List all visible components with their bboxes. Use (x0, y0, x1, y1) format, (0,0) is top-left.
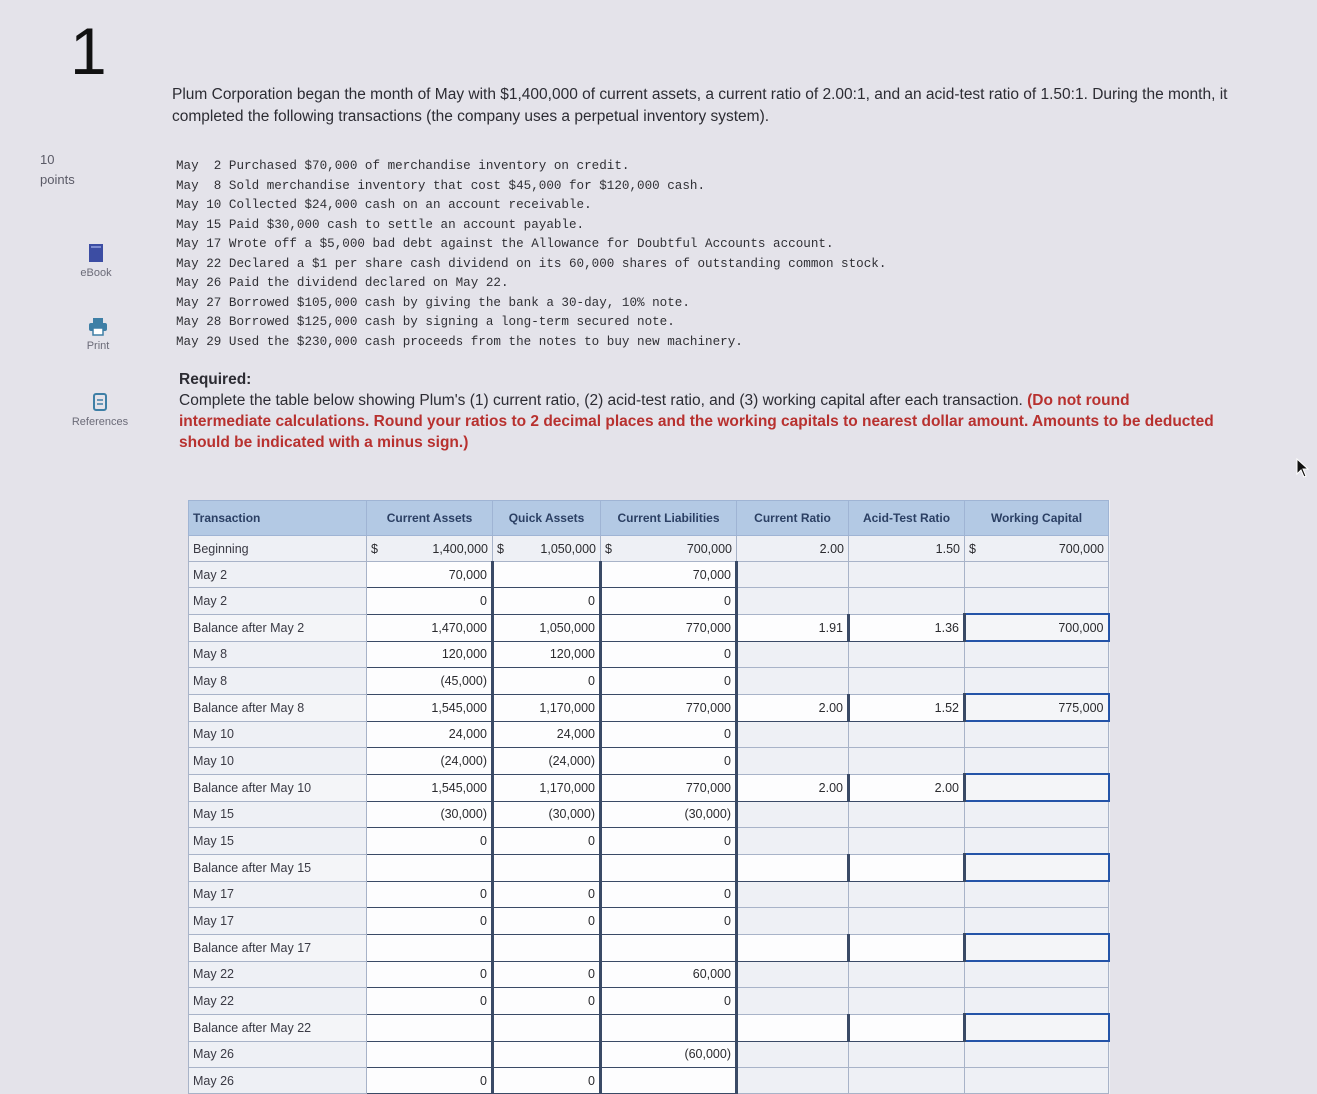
currency-symbol: $ (497, 541, 504, 556)
current-liabilities-input[interactable]: 70,000 (601, 562, 737, 588)
current-liabilities-input[interactable]: 770,000 (601, 774, 737, 801)
row-label: Balance after May 15 (189, 854, 367, 881)
table-row (189, 668, 1109, 695)
acid-test-ratio-input (849, 828, 965, 855)
current-ratio-input (737, 588, 849, 615)
working-capital-input[interactable] (965, 854, 1109, 881)
working-capital-input (965, 988, 1109, 1015)
current-ratio-input (737, 641, 849, 668)
current-ratio-input[interactable] (737, 854, 849, 881)
required-title: Required: (179, 371, 252, 388)
current-assets-input[interactable]: 0 (367, 881, 493, 908)
current-liabilities-input[interactable]: 0 (601, 908, 737, 935)
row-label: May 2 (189, 562, 367, 588)
quick-assets-input[interactable]: 0 (493, 988, 601, 1015)
row-label: May 2 (189, 588, 367, 615)
acid-test-ratio-input (849, 748, 965, 775)
current-ratio-input (737, 1041, 849, 1068)
quick-assets-input[interactable] (493, 1014, 601, 1041)
current-assets-input[interactable]: 1,545,000 (367, 774, 493, 801)
table-row (189, 934, 1109, 961)
acid-test-ratio-input (849, 908, 965, 935)
quick-assets-input[interactable]: 0 (493, 668, 601, 695)
current-assets-input[interactable]: 70,000 (367, 562, 493, 588)
currency-symbol: $ (605, 541, 612, 556)
current-ratio-input[interactable]: 1.91 (737, 614, 849, 641)
current-assets-input[interactable] (367, 1014, 493, 1041)
table-row (189, 988, 1109, 1015)
currency-symbol: $ (371, 541, 378, 556)
current-ratio-input (737, 828, 849, 855)
row-label: May 8 (189, 668, 367, 695)
current-assets-input[interactable] (367, 854, 493, 881)
transaction-item: May 26 Paid the dividend declared on May 22. (176, 276, 509, 291)
table-row (189, 536, 1109, 562)
working-capital-input (965, 961, 1109, 988)
current-assets-input[interactable]: 0 (367, 588, 493, 615)
current-ratio-input (737, 801, 849, 828)
print-button[interactable] (58, 318, 138, 352)
current-assets-input[interactable]: 120,000 (367, 641, 493, 668)
required-text: Complete the table below showing Plum's (1) current ratio, (2) acid-test ratio, and (3) working capital after each transaction. (179, 391, 1023, 409)
references-label: References (71, 416, 129, 428)
row-label: Balance after May 22 (189, 1014, 367, 1041)
header-quick-assets: Quick Assets (493, 501, 601, 536)
current-assets-input[interactable]: 0 (367, 988, 493, 1015)
transaction-item: May 17 Wrote off a $5,000 bad debt against the Allowance for Doubtful Accounts account. (176, 237, 834, 252)
transaction-item: May 2 Purchased $70,000 of merchandise inventory on credit. (176, 159, 630, 173)
transaction-item: May 15 Paid $30,000 cash to settle an account payable. (176, 217, 585, 232)
quick-assets-input[interactable] (493, 562, 601, 588)
row-label: May 17 (189, 908, 367, 935)
working-capital-input (965, 562, 1109, 588)
row-label: May 26 (189, 1068, 367, 1094)
table-row (189, 881, 1109, 908)
current-ratio-input (737, 748, 849, 775)
header-acid-test-ratio: Acid-Test Ratio (849, 501, 965, 536)
current-liabilities-input[interactable] (601, 1068, 737, 1094)
cell-value: 1,050,000 (540, 541, 596, 556)
working-capital-input (965, 881, 1109, 908)
transaction-item: May 29 Used the $230,000 cash proceeds from the notes to buy new machinery. (176, 334, 743, 349)
quick-assets-input[interactable] (493, 934, 601, 961)
table-row (189, 614, 1109, 641)
current-liabilities-input[interactable]: 0 (601, 721, 737, 748)
working-capital-input[interactable] (965, 934, 1109, 961)
current-assets-input[interactable] (367, 1041, 493, 1068)
acid-test-ratio-input (849, 881, 965, 908)
working-capital-input (965, 908, 1109, 935)
current-liabilities-input[interactable]: 0 (601, 748, 737, 775)
row-label: May 15 (189, 801, 367, 828)
current-liabilities-input[interactable]: 60,000 (601, 961, 737, 988)
row-label: Balance after May 17 (189, 934, 367, 961)
current-liabilities-input[interactable]: 0 (601, 641, 737, 668)
table-row (189, 961, 1109, 988)
current-liabilities-input[interactable]: 770,000 (601, 694, 737, 721)
working-capital-input (965, 1041, 1109, 1068)
table-row (189, 774, 1109, 801)
current-liabilities-input (601, 536, 737, 562)
current-assets-input[interactable]: 0 (367, 908, 493, 935)
acid-test-ratio-input[interactable] (849, 1014, 965, 1041)
acid-test-ratio-input (849, 588, 965, 615)
acid-test-ratio-input (849, 562, 965, 588)
points-value: 10 (40, 152, 55, 167)
header-working-capital: Working Capital (965, 501, 1109, 536)
working-capital-input[interactable]: 775,000 (965, 694, 1109, 721)
quick-assets-input[interactable]: 0 (493, 828, 601, 855)
row-label: May 15 (189, 828, 367, 855)
table-row (189, 828, 1109, 855)
required-section (179, 370, 1219, 454)
acid-test-ratio-input (849, 668, 965, 695)
quick-assets-input[interactable]: 0 (493, 908, 601, 935)
table-row (189, 1068, 1109, 1094)
current-ratio-input (737, 668, 849, 695)
current-ratio-input (737, 721, 849, 748)
table-row (189, 801, 1109, 828)
table-row (189, 748, 1109, 775)
quick-assets-input[interactable]: (30,000) (493, 801, 601, 828)
transaction-list (176, 157, 886, 352)
quick-assets-input[interactable]: 1,170,000 (493, 774, 601, 801)
acid-test-ratio-input (849, 1041, 965, 1068)
acid-test-ratio-input (849, 988, 965, 1015)
acid-test-ratio-input (849, 1068, 965, 1094)
quick-assets-input[interactable] (493, 854, 601, 881)
table-row (189, 641, 1109, 668)
current-liabilities-input[interactable] (601, 934, 737, 961)
transaction-item: May 28 Borrowed $125,000 cash by signing a long-term secured note. (176, 315, 675, 330)
current-ratio-input[interactable]: 2.00 (737, 774, 849, 801)
current-liabilities-input[interactable]: 0 (601, 668, 737, 695)
table-row (189, 1014, 1109, 1041)
row-label: May 26 (189, 1041, 367, 1068)
current-assets-input[interactable]: 1,545,000 (367, 694, 493, 721)
question-number: 1 (70, 14, 107, 88)
quick-assets-input[interactable]: 1,170,000 (493, 694, 601, 721)
current-assets-input[interactable] (367, 934, 493, 961)
question-intro: Plum Corporation began the month of May with $1,400,000 of current assets, a current ratio of 2.00:1, and an acid-test ratio of 1.50:1. During the month, it completed the following transactions (the company uses a perpetual inventory system). (172, 86, 1228, 126)
transaction-item: May 27 Borrowed $105,000 cash by giving the bank a 30-day, 10% note. (176, 295, 690, 310)
quick-assets-input[interactable]: (24,000) (493, 748, 601, 775)
quick-assets-input[interactable]: 0 (493, 881, 601, 908)
row-label: Balance after May 8 (189, 694, 367, 721)
row-label: Beginning (189, 536, 367, 562)
row-label: May 10 (189, 748, 367, 775)
current-ratio-input (737, 908, 849, 935)
current-ratio-input[interactable] (737, 1014, 849, 1041)
printer-icon (88, 318, 108, 336)
transaction-item: May 10 Collected $24,000 cash on an account receivable. (176, 198, 592, 213)
current-liabilities-input[interactable] (601, 1014, 737, 1041)
cell-value: 1,400,000 (432, 541, 488, 556)
working-capital-input (965, 721, 1109, 748)
current-assets-input[interactable]: 0 (367, 828, 493, 855)
current-ratio-input (737, 1068, 849, 1094)
ebook-button[interactable] (56, 243, 136, 279)
table-row (189, 1041, 1109, 1068)
row-label: Balance after May 2 (189, 614, 367, 641)
current-assets-input[interactable]: 0 (367, 1068, 493, 1094)
row-label: May 8 (189, 641, 367, 668)
table-row (189, 588, 1109, 615)
table-row (189, 562, 1109, 588)
table-header-row (189, 501, 1109, 536)
current-ratio-input[interactable]: 2.00 (737, 694, 849, 721)
working-capital-input (965, 828, 1109, 855)
row-label: Balance after May 10 (189, 774, 367, 801)
quick-assets-input[interactable] (493, 1041, 601, 1068)
working-capital-input (965, 536, 1109, 562)
current-assets-input[interactable]: 24,000 (367, 721, 493, 748)
current-assets-input[interactable]: (24,000) (367, 748, 493, 775)
working-capital-input (965, 801, 1109, 828)
current-liabilities-input[interactable]: (30,000) (601, 801, 737, 828)
quick-assets-input (493, 536, 601, 562)
ratio-table (188, 500, 1110, 1094)
table-row (189, 694, 1109, 721)
acid-test-ratio-input: 1.50 (849, 536, 965, 562)
points-box (40, 150, 75, 189)
header-current-assets: Current Assets (367, 501, 493, 536)
working-capital-input (965, 588, 1109, 615)
current-ratio-input: 2.00 (737, 536, 849, 562)
current-liabilities-input[interactable]: (60,000) (601, 1041, 737, 1068)
current-assets-input[interactable]: (45,000) (367, 668, 493, 695)
current-ratio-input (737, 562, 849, 588)
working-capital-input[interactable] (965, 1014, 1109, 1041)
references-button[interactable] (60, 392, 140, 428)
working-capital-input (965, 748, 1109, 775)
currency-symbol: $ (969, 541, 976, 556)
table-row (189, 908, 1109, 935)
current-liabilities-input[interactable]: 0 (601, 828, 737, 855)
header-current-ratio: Current Ratio (737, 501, 849, 536)
acid-test-ratio-input (849, 721, 965, 748)
transaction-item: May 8 Sold merchandise inventory that cost $45,000 for $120,000 cash. (176, 178, 706, 193)
current-assets-input[interactable]: 0 (367, 961, 493, 988)
current-liabilities-input[interactable]: 770,000 (601, 614, 737, 641)
row-label: May 17 (189, 881, 367, 908)
quick-assets-input[interactable]: 0 (493, 961, 601, 988)
required-emphasis: (Do not round intermediate calculations. Round your ratios to 2 decimal places and the working capitals to nearest dollar amount. Amounts to be deducted should be indicated with a minus sign.) (179, 391, 1214, 451)
acid-test-ratio-input[interactable] (849, 854, 965, 881)
working-capital-input (965, 1068, 1109, 1094)
header-transaction: Transaction (189, 501, 367, 536)
working-capital-input (965, 641, 1109, 668)
cell-value: 700,000 (686, 541, 732, 556)
quick-assets-input[interactable]: 1,050,000 (493, 614, 601, 641)
current-assets-input[interactable]: 1,470,000 (367, 614, 493, 641)
quick-assets-input[interactable]: 0 (493, 588, 601, 615)
ebook-label: eBook (80, 267, 112, 279)
current-ratio-input (737, 988, 849, 1015)
references-icon (91, 392, 109, 412)
current-liabilities-input[interactable] (601, 854, 737, 881)
mouse-cursor-icon (1296, 458, 1310, 478)
current-assets-input (367, 536, 493, 562)
current-liabilities-input[interactable]: 0 (601, 988, 737, 1015)
working-capital-input[interactable] (965, 774, 1109, 801)
acid-test-ratio-input[interactable]: 1.52 (849, 694, 965, 721)
row-label: May 22 (189, 961, 367, 988)
current-assets-input[interactable]: (30,000) (367, 801, 493, 828)
acid-test-ratio-input (849, 801, 965, 828)
cell-value: 700,000 (1058, 541, 1104, 556)
book-icon (87, 243, 105, 263)
row-label: May 22 (189, 988, 367, 1015)
table-row (189, 721, 1109, 748)
current-ratio-input[interactable] (737, 934, 849, 961)
transaction-item: May 22 Declared a $1 per share cash dividend on its 60,000 shares of outstanding common stock. (176, 256, 887, 271)
working-capital-input[interactable]: 700,000 (965, 614, 1109, 641)
working-capital-input (965, 668, 1109, 695)
quick-assets-input[interactable]: 0 (493, 1068, 601, 1094)
header-current-liabilities: Current Liabilities (601, 501, 737, 536)
current-ratio-input (737, 961, 849, 988)
current-ratio-input (737, 881, 849, 908)
acid-test-ratio-input[interactable] (849, 934, 965, 961)
print-label: Print (86, 340, 110, 352)
acid-test-ratio-input (849, 641, 965, 668)
table-row (189, 854, 1109, 881)
quick-assets-input[interactable]: 24,000 (493, 721, 601, 748)
points-label: points (40, 171, 75, 187)
row-label: May 10 (189, 721, 367, 748)
acid-test-ratio-input (849, 961, 965, 988)
current-liabilities-input[interactable]: 0 (601, 881, 737, 908)
acid-test-ratio-input[interactable]: 1.36 (849, 614, 965, 641)
current-liabilities-input[interactable]: 0 (601, 588, 737, 615)
quick-assets-input[interactable]: 120,000 (493, 641, 601, 668)
acid-test-ratio-input[interactable]: 2.00 (849, 774, 965, 801)
